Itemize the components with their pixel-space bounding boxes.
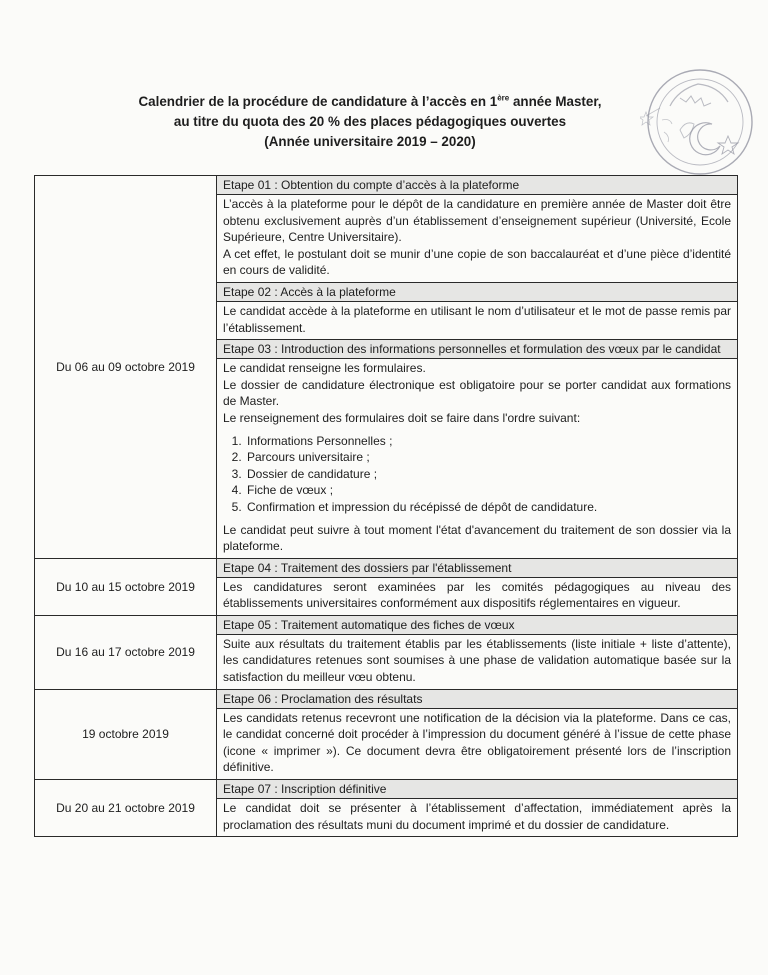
step-block: [217, 559, 737, 615]
step-paragraph: Le dossier de candidature électronique est obligatoire pour se porter candidat aux formations de Master.: [223, 377, 731, 409]
period-steps: [217, 780, 738, 837]
step-block: [217, 283, 737, 340]
step-paragraph: Les candidats retenus recevront une notification de la décision via la plateforme. Dans ce cas, le candidat concerné doit procéder à l’impression du document généré à l’issue de cette phase (icone « imprimer »). Ce document devra être obligatoirement présenté lors de l’inscription définitive.: [223, 710, 731, 775]
step-paragraph: Suite aux résultats du traitement établis par les établissements (liste initiale + liste d’attente), les candidatures retenues sont soumises à une phase de validation automatique basée sur la satisfaction du meilleur vœu obtenu.: [223, 636, 731, 685]
period-date: Du 16 au 17 octobre 2019: [35, 615, 217, 689]
step-paragraph: Le candidat peut suivre à tout moment l'état d'avancement du traitement de son dossier via la plateforme.: [223, 522, 731, 554]
step-description: [217, 635, 737, 689]
table-row: [35, 780, 738, 837]
step-description: [217, 359, 737, 558]
table-row: [35, 176, 738, 559]
step-paragraph: Le candidat doit se présenter à l’établissement d’affectation, immédiatement après la proclamation des résultats muni du document imprimé et du dossier de candidature.: [223, 801, 731, 832]
step-block: [217, 616, 737, 689]
list-item: 3. Dossier de candidature ;: [245, 466, 731, 483]
table-row: [35, 615, 738, 689]
step-block: [217, 780, 737, 836]
step-description: [217, 709, 737, 779]
calendar-table: [34, 175, 738, 837]
period-date: Du 20 au 21 octobre 2019: [35, 780, 217, 837]
step-title: Etape 03 : Introduction des informations personnelles et formulation des vœux par le candidat: [217, 340, 737, 359]
step-title: Etape 01 : Obtention du compte d’accès à la plateforme: [217, 176, 737, 195]
period-steps: [217, 176, 738, 559]
document-title: [90, 92, 650, 152]
step-title: Etape 02 : Accès à la plateforme: [217, 283, 737, 302]
table-row: [35, 689, 738, 779]
step-title: Etape 05 : Traitement automatique des fiches de vœux: [217, 616, 737, 635]
step-title: Etape 04 : Traitement des dossiers par l'établissement: [217, 559, 737, 578]
title-line-2: au titre du quota des 20 % des places pédagogiques ouvertes: [173, 114, 567, 129]
step-title: Etape 07 : Inscription définitive: [217, 780, 737, 799]
step-description: [217, 302, 737, 339]
step-description: [217, 799, 737, 836]
period-steps: [217, 615, 738, 689]
period-steps: [217, 689, 738, 779]
title-superscript: ère: [497, 93, 510, 103]
step-paragraph: Les candidatures seront examinées par les comités pédagogiques au niveau des établissements universitaires conformément aux dispositifs réglementaires en vigueur.: [223, 579, 731, 611]
step-description: [217, 578, 737, 615]
step-paragraph: Le renseignement des formulaires doit se faire dans l'ordre suivant:: [223, 410, 581, 425]
step-block: [217, 176, 737, 283]
period-date: Du 06 au 09 octobre 2019: [35, 176, 217, 559]
period-date: 19 octobre 2019: [35, 689, 217, 779]
list-item: 1. Informations Personnelles ;: [245, 433, 731, 450]
step-paragraph: L’accès à la plateforme pour le dépôt de la candidature en première année de Master doit être obtenu exclusivement auprès d’un établissement d’enseignement supérieur (Université, Ecole Supérieure, Centre Universitaire).: [223, 197, 731, 245]
step-description: [217, 195, 737, 282]
step-block: [217, 340, 737, 558]
step-title: Etape 06 : Proclamation des résultats: [217, 690, 737, 709]
list-item: 4. Fiche de vœux ;: [245, 482, 731, 499]
title-line-3: (Année universitaire 2019 – 2020): [264, 134, 476, 149]
period-date: Du 10 au 15 octobre 2019: [35, 558, 217, 615]
list-item: 2. Parcours universitaire ;: [245, 449, 731, 466]
step-paragraph: Le candidat renseigne les formulaires.: [223, 361, 426, 376]
step-paragraph: A cet effet, le postulant doit se munir d’une copie de son baccalauréat et d’une pièce d’identité en cours de validité.: [223, 246, 731, 278]
official-stamp: [640, 62, 758, 180]
period-steps: [217, 558, 738, 615]
list-item: 5. Confirmation et impression du récépissé de dépôt de candidature.: [245, 499, 731, 516]
step-paragraph: Le candidat accède à la plateforme en utilisant le nom d’utilisateur et le mot de passe remis par l’établissement.: [223, 303, 731, 335]
step-block: [217, 690, 737, 779]
form-order-list: [223, 433, 731, 516]
table-row: [35, 558, 738, 615]
title-line-1: Calendrier de la procédure de candidature à l’accès en 1ère année Master,: [138, 93, 602, 109]
